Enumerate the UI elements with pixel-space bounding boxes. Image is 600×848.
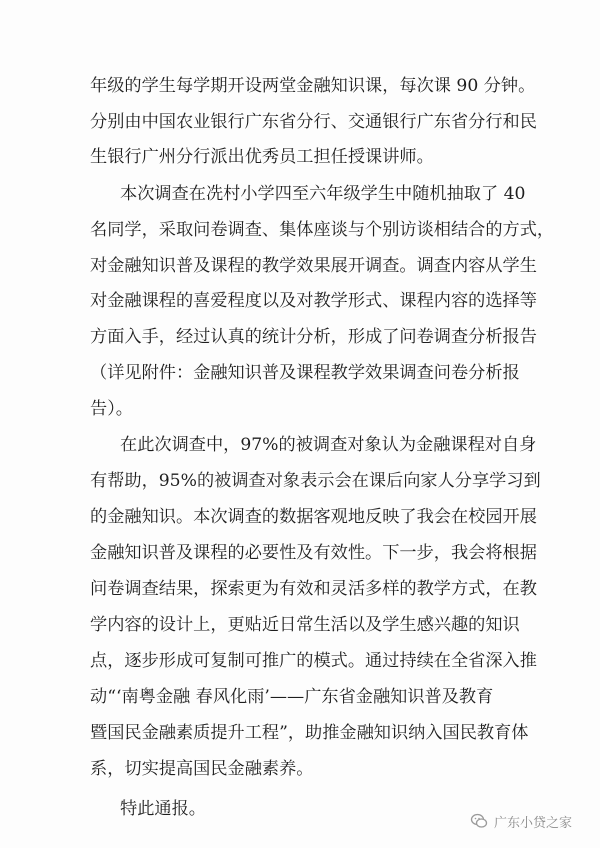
text-line: 对金融知识普及课程的教学效果展开调查。调查内容从学生: [90, 256, 537, 276]
text-line: （详见附件：金融知识普及课程教学效果调查问卷分析报: [90, 363, 520, 383]
text-line: 点，逐步形成可复制可推广的模式。通过持续在全省深入推: [90, 651, 537, 671]
text-line: 金融知识普及课程的必要性及有效性。下一步，我会将根据: [90, 543, 537, 563]
text-line: 特此通报。: [120, 799, 206, 819]
text-line: 名同学，采取问卷调查、集体座谈与个别访谈相结合的方式，: [90, 220, 555, 240]
text-line: 告）。: [90, 399, 133, 419]
text-line: 分别由中国农业银行广东省分行、交通银行广东省分行和民: [90, 112, 537, 132]
text-line: 问卷调查结果，探索更为有效和灵活多样的教学方式，在教: [90, 579, 537, 599]
text-line: 学内容的设计上，更贴近日常生活以及学生感兴趣的知识: [90, 615, 520, 635]
wechat-icon: [470, 812, 488, 830]
text-line: 系，切实提高国民金融素养。: [90, 759, 314, 779]
text-line: 方面入手，经过认真的统计分析，形成了问卷调查分析报告: [90, 327, 537, 347]
text-line: 暨国民金融素质提升工程”，助推金融知识纳入国民教育体: [90, 723, 529, 743]
text-line: 本次调查在冼村小学四至六年级学生中随机抽取了 40: [120, 184, 526, 204]
text-line: 在此次调查中，97%的被调查对象认为金融课程对自身: [120, 435, 537, 455]
text-line: 年级的学生每学期开设两堂金融知识课，每次课 90 分钟。: [90, 76, 536, 96]
text-line: 有帮助，95%的被调查对象表示会在课后向家人分享学习到: [90, 471, 541, 491]
watermark-text: 广东小贷之家: [494, 815, 573, 831]
text-line: 对金融课程的喜爱程度以及对教学形式、课程内容的选择等: [90, 291, 537, 311]
text-line: 的金融知识。本次调查的数据客观地反映了我会在校园开展: [90, 507, 537, 527]
text-line: 生银行广州分行派出优秀员工担任授课讲师。: [90, 147, 434, 167]
text-line: 动“‘南粤金融 春风化雨’——广东省金融知识普及教育: [90, 687, 494, 707]
watermark: [470, 810, 590, 832]
